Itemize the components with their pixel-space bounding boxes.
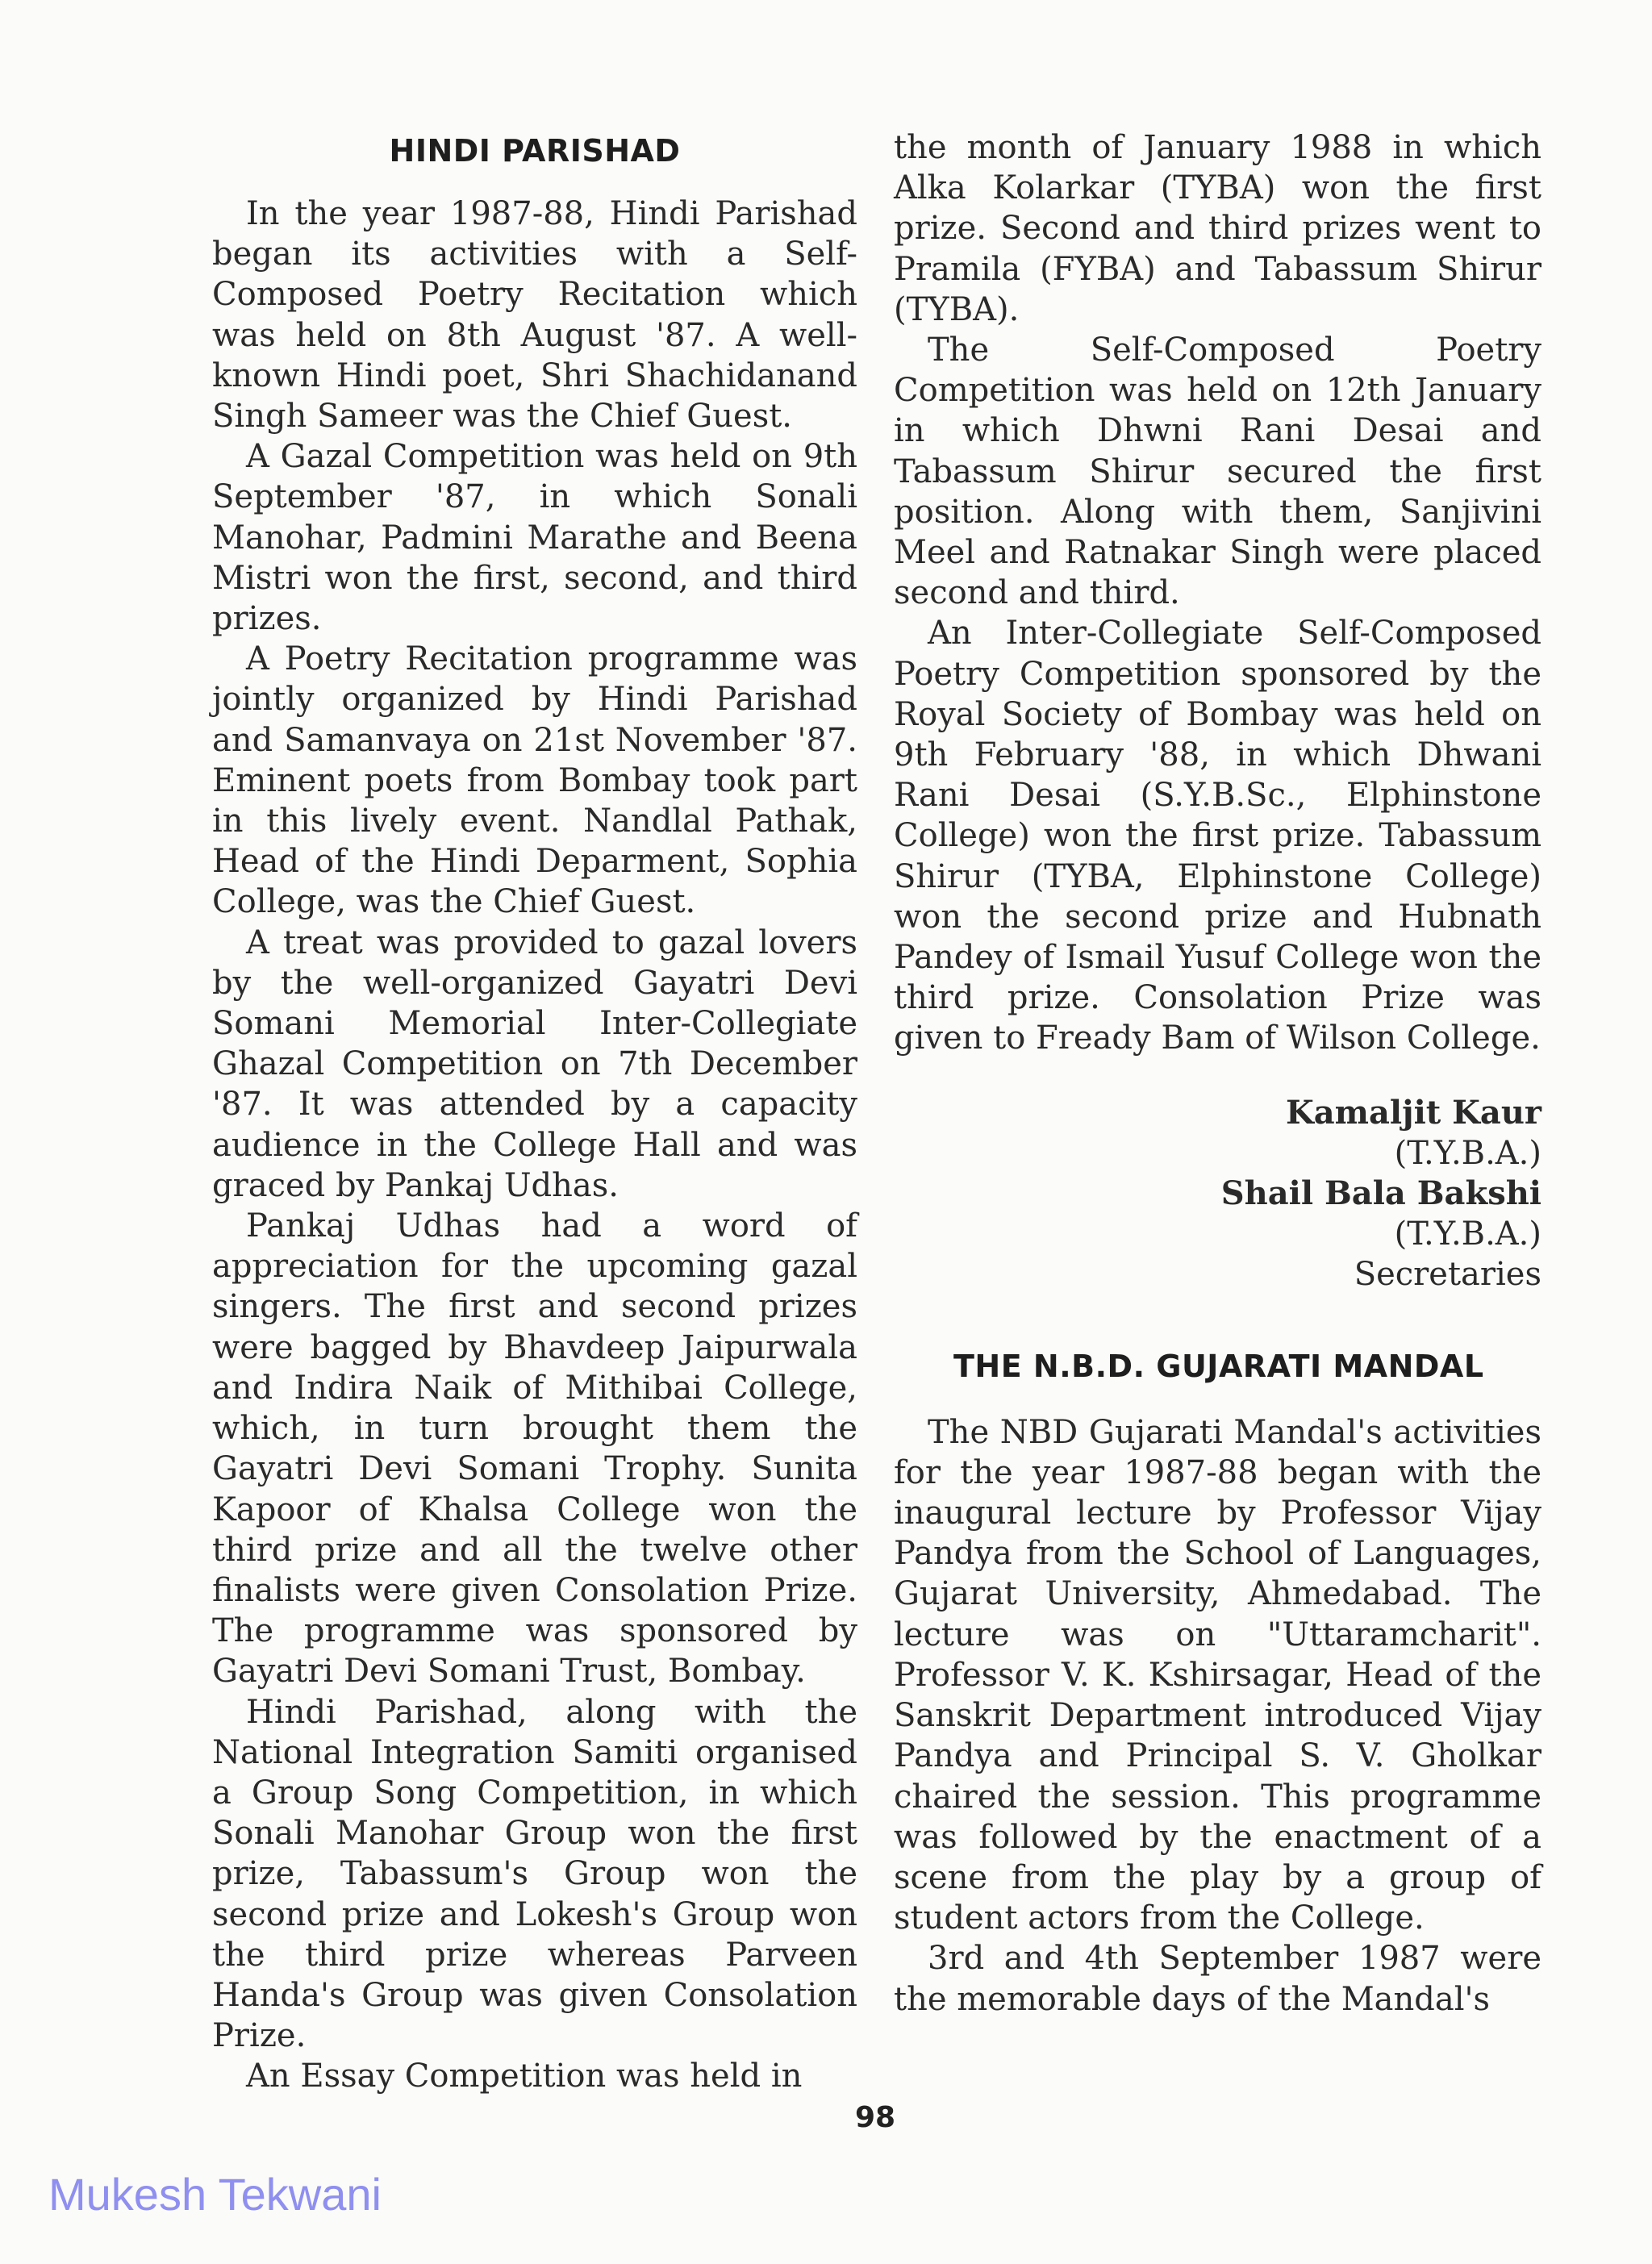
signature-block	[894, 1093, 1541, 1295]
paragraph: An Essay Competition was held in	[246, 2058, 803, 2095]
paragraph: The NBD Gujarati Mandal's activities for the year 1987-88 began with the inaugural lecture by Professor Vijay Pandya from the School of Languages, Gujarat University, Ahmedabad. The lecture was on "Uttaramcharit". Professor V. K. Kshirsagar, Head of the Sanskrit Department introduced Vijay Pandya and Principal S. V. Gholkar chaired the session. This programme was followed by the enactment of a scene from the play by a group of student actors from the College.	[894, 1413, 1541, 1937]
right-column	[894, 127, 1541, 2020]
signatory-name: Shail Bala Bakshi	[1220, 1174, 1541, 1212]
section-heading-hindi-parishad: HINDI PARISHAD	[389, 133, 681, 169]
paragraph: 3rd and 4th September 1987 were the memorable days of the Mandal's	[894, 1940, 1541, 2018]
page-number: 98	[855, 2101, 896, 2134]
paragraph: A Gazal Competition was held on 9th September '87, in which Sonali Manohar, Padmini Marathe and Beena Mistri won the first, second, and third prizes.	[212, 438, 857, 638]
watermark: Mukesh Tekwani	[48, 2169, 382, 2220]
left-column	[212, 127, 857, 2097]
signatory-class: (T.Y.B.A.)	[1394, 1215, 1541, 1253]
signatory-class: (T.Y.B.A.)	[1394, 1134, 1541, 1172]
section-heading-gujarati-mandal: THE N.B.D. GUJARATI MANDAL	[953, 1348, 1484, 1384]
paragraph: In the year 1987-88, Hindi Parishad began its activities with a Self-Composed Poetry Recitation which was held on 8th August '87. A well-known Hindi poet, Shri Shachidanand Singh Sameer was the Chief Guest.	[212, 195, 857, 436]
paragraph: Hindi Parishad, along with the National Integration Samiti organised a Group Song Competition, in which Sonali Manohar Group won the first prize, Tabassum's Group won the second prize and Lokesh's Group won the third prize whereas Parveen Handa's Group was given Consolation Prize.	[212, 1693, 857, 2055]
paragraph: the month of January 1988 in which Alka Kolarkar (TYBA) won the first prize. Second and third prizes went to Pramila (FYBA) and Tabassum Shirur (TYBA).	[894, 129, 1541, 328]
paragraph: A treat was provided to gazal lovers by the well-organized Gayatri Devi Somani Memorial Inter-Collegiate Ghazal Competition on 7th December '87. It was attended by a capacity audience in the College Hall and was graced by Pankaj Udhas.	[212, 924, 857, 1204]
paragraph: An Inter-Collegiate Self-Composed Poetry Competition sponsored by the Royal Society of Bombay was held on 9th February '88, in which Dhwani Rani Desai (S.Y.B.Sc., Elphinstone College) won the first prize. Tabassum Shirur (TYBA, Elphinstone College) won the second prize and Hubnath Pandey of Ismail Yusuf College won the third prize. Consolation Prize was given to Fready Bam of Wilson College.	[894, 615, 1541, 1057]
signatory-name: Kamaljit Kaur	[1285, 1093, 1541, 1132]
paragraph: Pankaj Udhas had a word of appreciation for the upcoming gazal singers. The first and second prizes were bagged by Bhavdeep Jaipurwala and Indira Naik of Mithibai College, which, in turn brought them the Gayatri Devi Somani Trophy. Sunita Kapoor of Khalsa College won the third prize and all the twelve other finalists were given Consolation Prize. The programme was sponsored by Gayatri Devi Somani Trust, Bombay.	[212, 1207, 857, 1691]
paragraph: A Poetry Recitation programme was jointly organized by Hindi Parishad and Samanvaya on 21st November '87. Eminent poets from Bombay took part in this lively event. Nandlal Pathak, Head of the Hindi Deparment, Sophia College, was the Chief Guest.	[212, 640, 857, 921]
paragraph: The Self-Composed Poetry Competition was held on 12th January in which Dhwni Rani Desai and Tabassum Shirur secured the first position. Along with them, Sanjivini Meel and Ratnakar Singh were placed second and third.	[894, 331, 1541, 612]
signatory-role: Secretaries	[1354, 1255, 1541, 1293]
